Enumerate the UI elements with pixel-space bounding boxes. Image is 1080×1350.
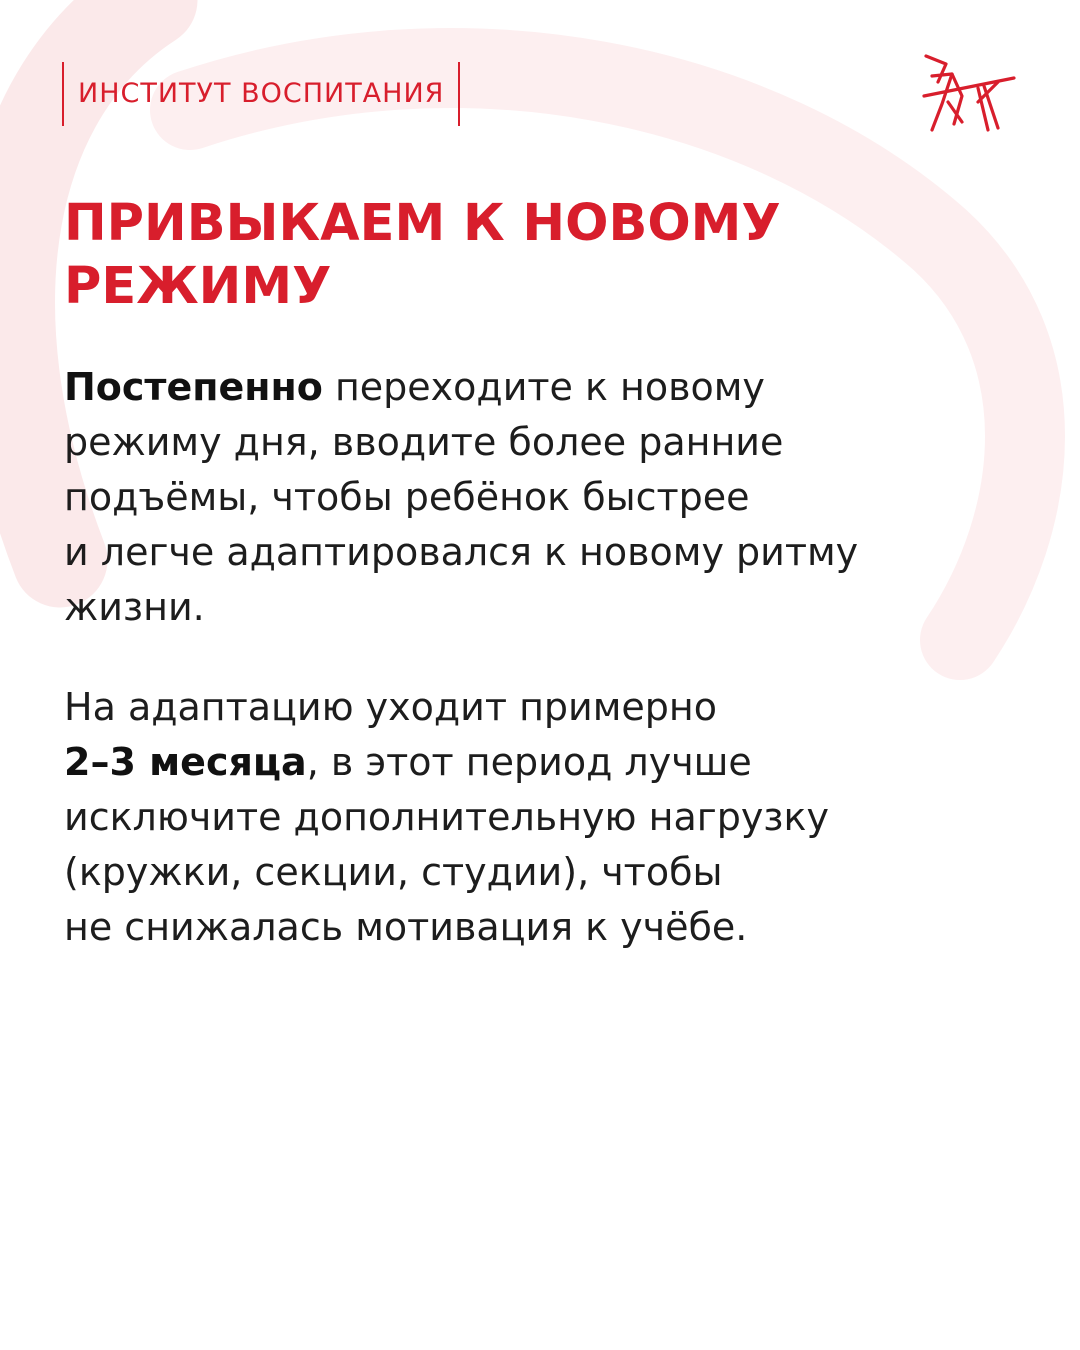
paragraph-adaptation-period bbox=[64, 680, 1014, 955]
p2-line5: не снижалась мотивация к учёбе. bbox=[64, 905, 748, 949]
slide-title bbox=[64, 192, 984, 318]
paragraph-gradual-transition bbox=[64, 360, 1014, 635]
title-line-2: РЕЖИМУ bbox=[64, 257, 332, 316]
p2-line1: На адаптацию уходит примерно bbox=[64, 685, 718, 729]
p2-line3: исключите дополнительную нагрузку bbox=[64, 795, 829, 839]
p1-line2: режиму дня, вводите более ранние bbox=[64, 420, 784, 464]
emphasis-months: 2–3 месяца bbox=[64, 740, 307, 784]
horse-logo-icon bbox=[918, 52, 1018, 136]
p2-line4: (кружки, секции, студии), чтобы bbox=[64, 850, 723, 894]
header-right-divider bbox=[458, 62, 460, 126]
p1-line4: и легче адаптировался к новому ритму bbox=[64, 530, 859, 574]
p1-line5: жизни. bbox=[64, 585, 205, 629]
emphasis-gradually: Постепенно bbox=[64, 365, 323, 409]
brand-header bbox=[62, 62, 460, 126]
organization-name: ИНСТИТУТ ВОСПИТАНИЯ bbox=[78, 78, 445, 109]
title-line-1: ПРИВЫКАЕМ К НОВОМУ bbox=[64, 194, 781, 253]
p1-line1-rest: переходите к новому bbox=[322, 365, 765, 409]
p1-line3: подъёмы, чтобы ребёнок быстрее bbox=[64, 475, 750, 519]
p2-line2-rest: , в этот период лучше bbox=[306, 740, 752, 784]
